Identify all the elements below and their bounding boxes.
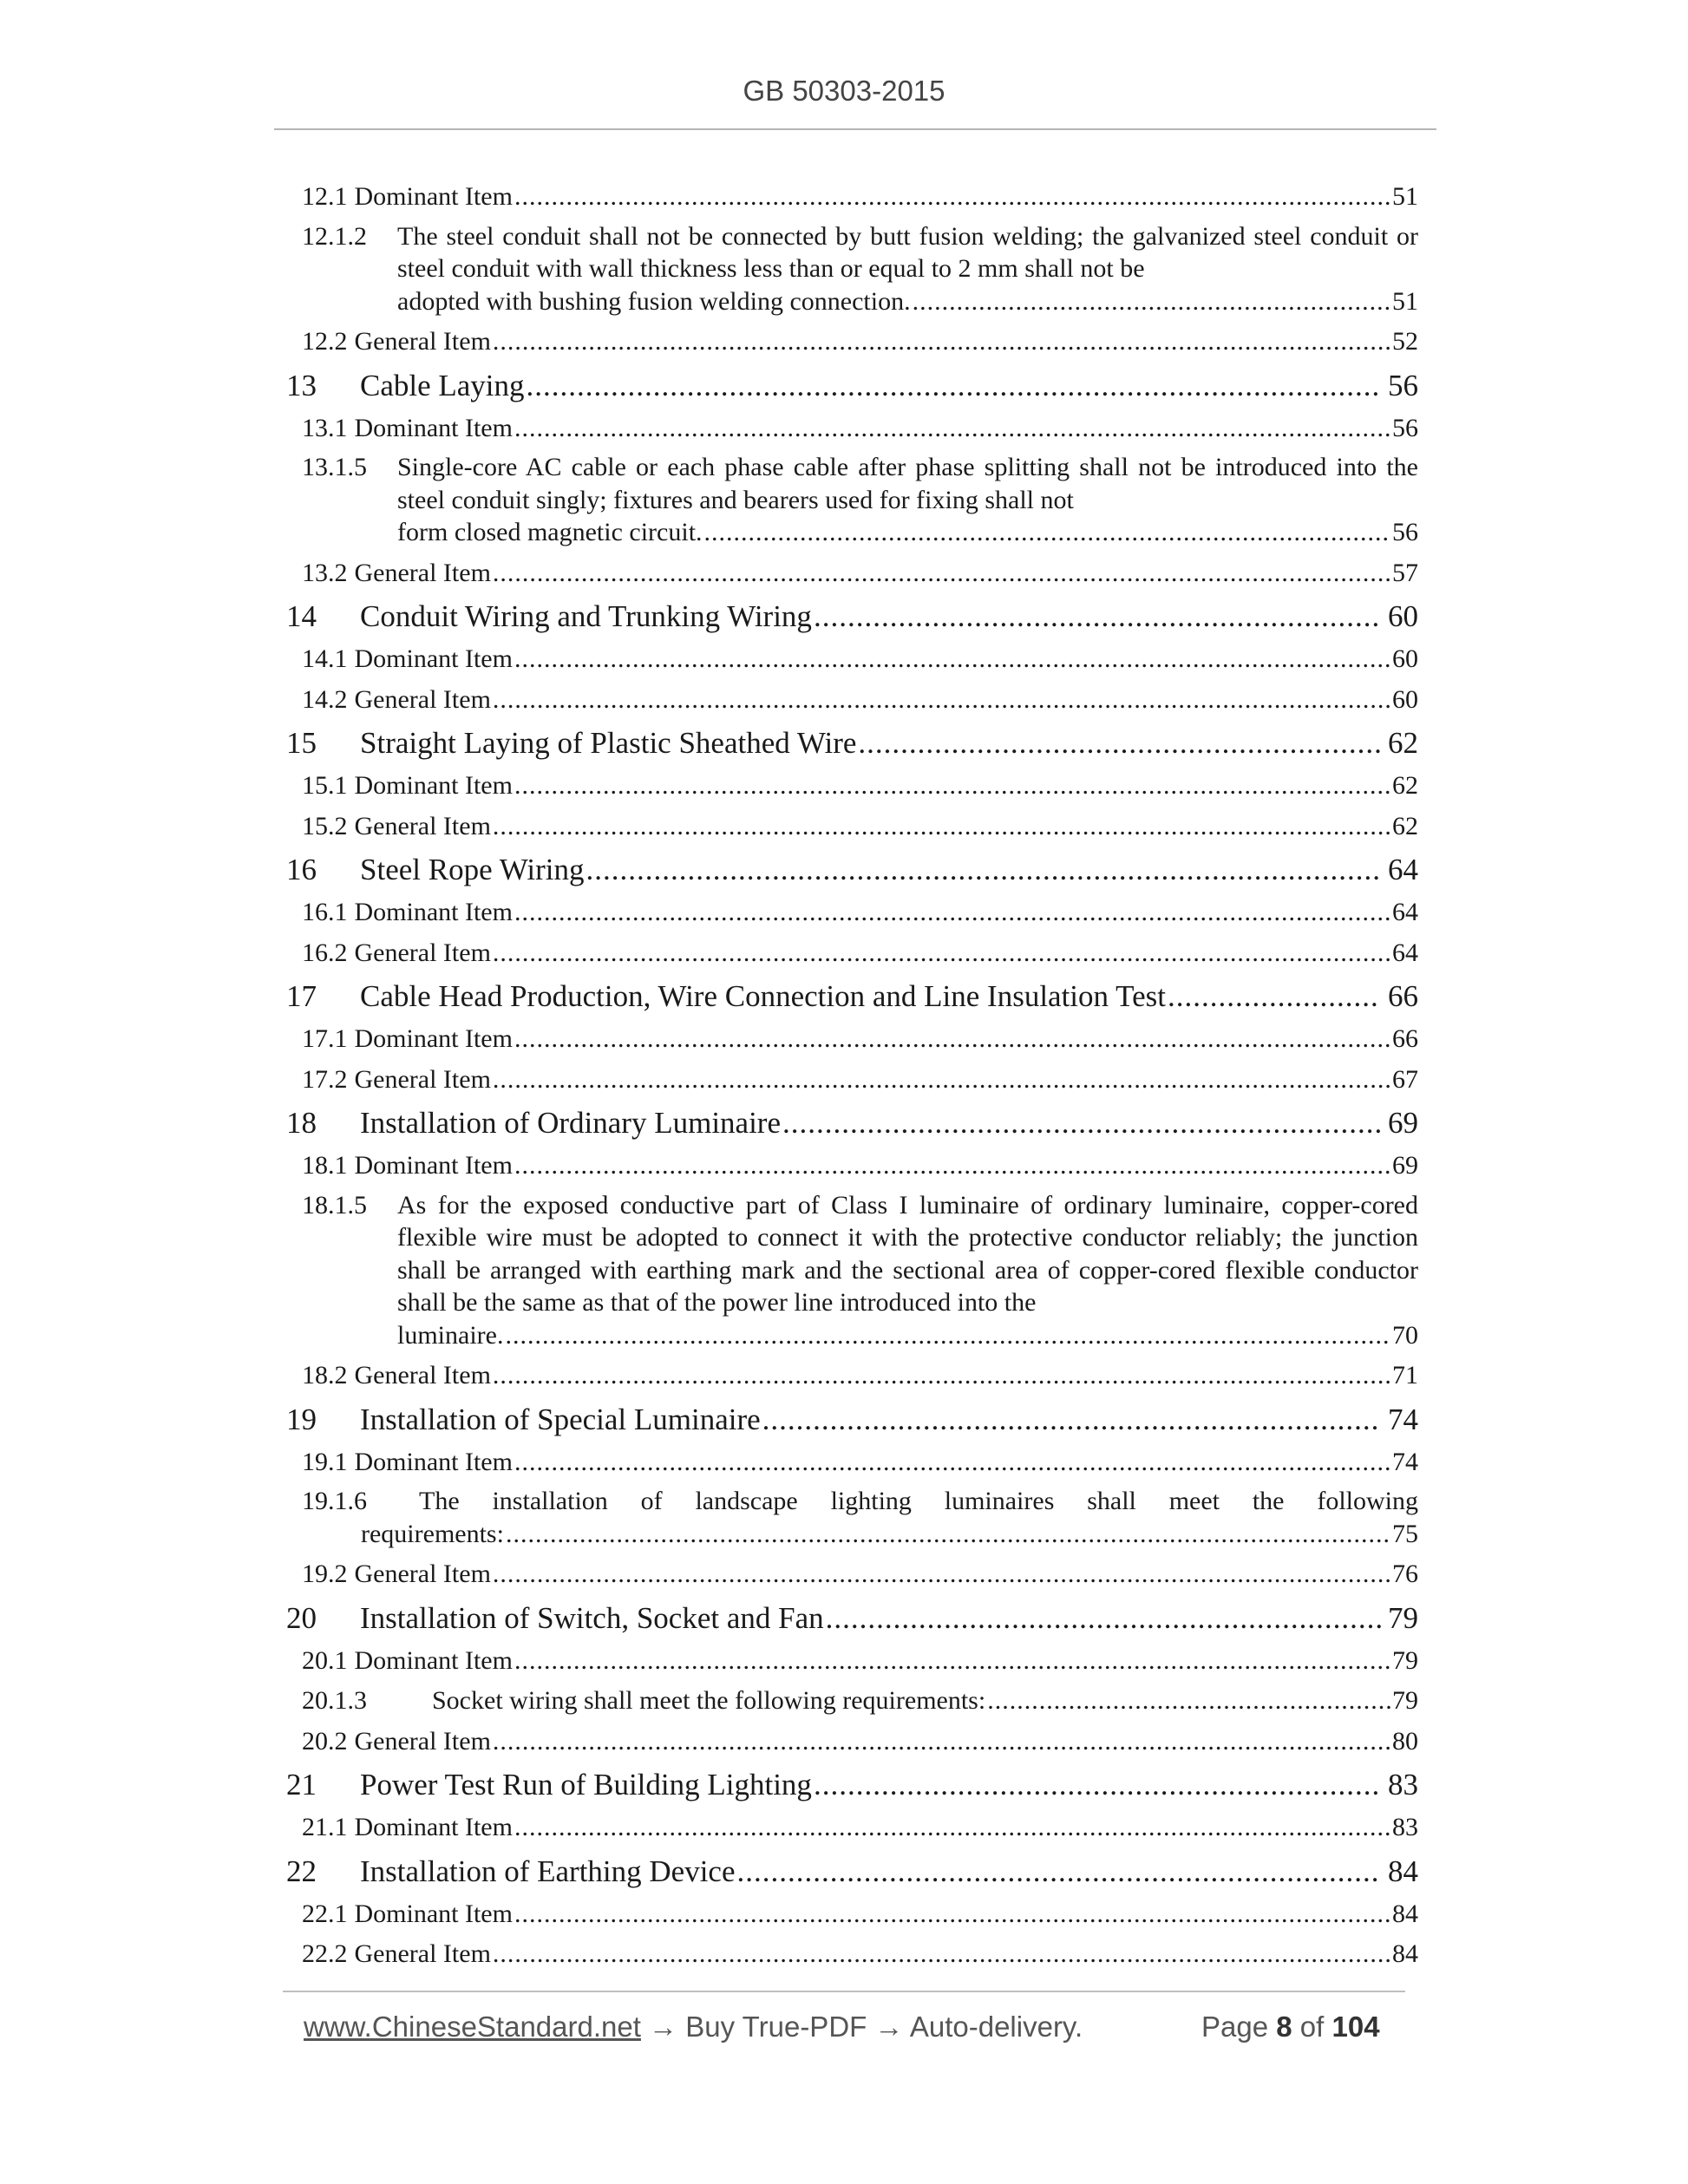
toc-entry[interactable] <box>286 1019 1418 1060</box>
toc-entry-title: General Item <box>354 1939 491 1968</box>
footer-buy-text: Buy True-PDF <box>685 2011 867 2043</box>
toc-entry-number: 22.1 <box>302 1899 348 1928</box>
toc-entry-title: Single-core AC cable or each phase cable after phase splitting shall not be introduced into the steel conduit singly; fixtures and bearers used for fixing shall not <box>397 453 1418 514</box>
toc-chapter-number: 17 <box>286 979 317 1013</box>
toc-entry-title: Dominant Item <box>354 1645 513 1675</box>
toc-entry[interactable] <box>286 1554 1418 1595</box>
toc-entry-page: 69 <box>1392 1151 1418 1180</box>
toc-dot-leader <box>505 1319 1390 1352</box>
toc-entry-title: General Item <box>354 938 491 967</box>
toc-entry-title: Dominant Item <box>354 413 513 442</box>
toc-chapter-number: 22 <box>286 1854 317 1888</box>
toc-chapter-number: 16 <box>286 853 317 886</box>
toc-chapter[interactable] <box>286 847 1418 893</box>
toc-dot-leader <box>514 893 1390 933</box>
toc-entry-number: 21.1 <box>302 1813 348 1841</box>
toc-entry-title: General Item <box>354 327 491 356</box>
toc-entry-page: 62 <box>1392 771 1418 800</box>
page-current: 8 <box>1276 2011 1292 2043</box>
toc-dot-leader <box>514 1808 1390 1848</box>
toc-entry-title: General Item <box>354 1560 491 1588</box>
toc-entry-number: 17.1 <box>302 1024 348 1053</box>
toc-dot-leader <box>762 1396 1381 1442</box>
toc-entry-number: 14.2 <box>302 684 348 714</box>
toc-entry-page: 57 <box>1392 558 1418 587</box>
toc-entry-clause[interactable] <box>286 218 1418 323</box>
toc-entry-title-end: adopted with bushing fusion welding connection. <box>397 286 911 316</box>
toc-chapter-number: 13 <box>286 368 317 402</box>
toc-entry-page: 71 <box>1392 1361 1418 1390</box>
toc-entry-clause[interactable] <box>286 1482 1418 1554</box>
toc-dot-leader <box>814 593 1381 639</box>
toc-chapter-page: 74 <box>1388 1402 1418 1436</box>
toc-dot-leader <box>493 807 1390 847</box>
toc-entry[interactable] <box>286 933 1418 974</box>
toc-chapter-title: Cable Laying <box>360 368 525 402</box>
toc-chapter-title: Installation of Earthing Device <box>360 1854 736 1888</box>
toc-dot-leader <box>493 1934 1390 1975</box>
toc-dot-leader <box>514 1146 1390 1187</box>
toc-chapter-title: Installation of Special Luminaire <box>360 1402 761 1436</box>
toc-dot-leader <box>1168 973 1381 1019</box>
toc-dot-leader <box>814 1762 1381 1808</box>
toc-dot-leader <box>493 933 1390 974</box>
toc-entry[interactable] <box>286 1934 1418 1975</box>
toc-entry-title: Dominant Item <box>354 1899 513 1928</box>
toc-chapter-title: Conduit Wiring and Trunking Wiring <box>360 599 812 633</box>
toc-entry-title: The steel conduit shall not be connected by butt fusion welding; the galvanized steel conduit or steel conduit with wall thickness less than or equal to 2 mm shall not be <box>397 221 1418 283</box>
toc-entry-title: General Item <box>354 684 491 714</box>
toc-entry[interactable] <box>286 1641 1418 1682</box>
toc-entry[interactable] <box>286 680 1418 721</box>
toc-entry-page: 84 <box>1392 1899 1418 1928</box>
toc-entry-title: Dominant Item <box>354 898 513 926</box>
table-of-contents <box>286 177 1418 1975</box>
toc-dot-leader <box>987 1681 1390 1722</box>
toc-chapter-title: Steel Rope Wiring <box>360 853 585 886</box>
toc-entry-number: 13.2 <box>302 558 348 587</box>
toc-chapter-number: 14 <box>286 599 317 633</box>
toc-chapter-page: 66 <box>1388 979 1418 1013</box>
toc-entry-page: 79 <box>1392 1645 1418 1675</box>
toc-entry-title: Dominant Item <box>354 1151 513 1180</box>
footer-delivery-text: Auto-delivery. <box>909 2011 1083 2043</box>
toc-dot-leader <box>493 1722 1390 1762</box>
toc-entry-number: 13.1.5 <box>302 453 367 481</box>
toc-chapter-page: 83 <box>1388 1768 1418 1801</box>
toc-chapter-page: 62 <box>1388 726 1418 760</box>
page-word: Page <box>1201 2011 1269 2043</box>
toc-entry-number: 12.1.2 <box>302 221 367 251</box>
toc-chapter[interactable] <box>286 1762 1418 1808</box>
toc-dot-leader <box>514 1019 1390 1060</box>
toc-dot-leader <box>514 1641 1390 1682</box>
toc-entry-number: 19.1 <box>302 1447 348 1476</box>
page-total: 104 <box>1331 2011 1380 2043</box>
toc-entry[interactable] <box>286 766 1418 807</box>
page-of-word: of <box>1299 2011 1325 2043</box>
toc-dot-leader <box>514 639 1390 680</box>
toc-chapter[interactable] <box>286 363 1418 409</box>
toc-entry[interactable] <box>286 553 1418 594</box>
toc-entry-title-end: luminaire. <box>397 1320 504 1350</box>
toc-entry-title: General Item <box>354 811 491 840</box>
toc-entry-title: General Item <box>354 1064 491 1094</box>
toc-entry-title-end: form closed magnetic circuit. <box>397 518 703 546</box>
toc-entry-number: 20.2 <box>302 1726 348 1756</box>
toc-dot-leader <box>704 516 1390 549</box>
page-indicator <box>1201 2011 1380 2043</box>
toc-entry[interactable] <box>286 1146 1418 1187</box>
toc-entry-number: 19.2 <box>302 1560 348 1588</box>
toc-chapter-page: 56 <box>1388 368 1418 402</box>
toc-dot-leader <box>527 363 1381 409</box>
toc-chapter-number: 21 <box>286 1768 317 1801</box>
toc-dot-leader <box>514 409 1390 449</box>
toc-entry-title: Dominant Item <box>354 182 513 211</box>
toc-chapter[interactable] <box>286 1848 1418 1894</box>
toc-entry-page: 70 <box>1392 1320 1418 1350</box>
toc-chapter-title: Cable Head Production, Wire Connection and Line Insulation Test <box>360 979 1166 1013</box>
toc-dot-leader <box>858 720 1381 766</box>
toc-chapter[interactable] <box>286 1396 1418 1442</box>
toc-entry[interactable] <box>286 322 1418 363</box>
toc-chapter-number: 18 <box>286 1106 317 1140</box>
toc-entry-number: 22.2 <box>302 1939 348 1968</box>
toc-entry-page: 64 <box>1392 938 1418 967</box>
toc-dot-leader <box>506 1518 1390 1551</box>
toc-entry-title-end: requirements: <box>361 1519 504 1548</box>
toc-entry-page: 60 <box>1392 644 1418 673</box>
toc-chapter-page: 79 <box>1388 1600 1418 1635</box>
toc-entry-number: 18.2 <box>302 1361 348 1390</box>
toc-entry-page: 83 <box>1392 1813 1418 1841</box>
toc-entry-number: 16.1 <box>302 898 348 926</box>
toc-chapter-page: 84 <box>1388 1854 1418 1888</box>
toc-entry-title: Dominant Item <box>354 1447 513 1476</box>
toc-entry-clause[interactable] <box>286 1187 1418 1357</box>
toc-entry[interactable] <box>286 893 1418 933</box>
toc-entry-title: Dominant Item <box>354 1813 513 1841</box>
toc-dot-leader <box>782 1100 1381 1146</box>
toc-entry-page: 56 <box>1392 518 1418 546</box>
toc-entry-title: General Item <box>354 558 491 587</box>
toc-dot-leader <box>826 1595 1381 1641</box>
toc-entry-number: 15.1 <box>302 771 348 800</box>
toc-entry[interactable] <box>286 1060 1418 1101</box>
toc-entry[interactable] <box>286 1808 1418 1848</box>
toc-entry[interactable] <box>286 1894 1418 1935</box>
toc-chapter-page: 64 <box>1388 853 1418 886</box>
toc-dot-leader <box>493 1554 1390 1595</box>
arrow-right-icon: → <box>874 2011 904 2043</box>
page-header-title: GB 50303-2015 <box>743 75 945 107</box>
toc-entry-page: 80 <box>1392 1726 1418 1756</box>
toc-entry-title: General Item <box>354 1361 491 1390</box>
toc-entry-number: 20.1.3 <box>302 1686 367 1715</box>
toc-entry-title: Socket wiring shall meet the following requirements: <box>432 1686 986 1715</box>
toc-chapter[interactable] <box>286 1100 1418 1146</box>
toc-entry-page: 79 <box>1392 1686 1418 1715</box>
toc-dot-leader <box>493 1060 1390 1101</box>
toc-dot-leader <box>514 1894 1390 1935</box>
toc-chapter-title: Installation of Switch, Socket and Fan <box>360 1600 824 1635</box>
toc-entry[interactable] <box>286 1356 1418 1396</box>
toc-entry-number: 14.1 <box>302 644 348 673</box>
toc-dot-leader <box>493 553 1390 594</box>
toc-entry-title: Dominant Item <box>354 771 513 800</box>
toc-entry-title: Dominant Item <box>354 644 513 673</box>
header-divider <box>274 128 1436 130</box>
toc-dot-leader <box>737 1848 1382 1894</box>
toc-dot-leader <box>514 1442 1390 1483</box>
toc-entry-number: 13.1 <box>302 413 348 442</box>
toc-entry-page: 67 <box>1392 1064 1418 1094</box>
toc-dot-leader <box>913 285 1390 318</box>
toc-dot-leader <box>493 1356 1390 1396</box>
toc-entry[interactable] <box>286 807 1418 847</box>
toc-entry-page: 84 <box>1392 1939 1418 1968</box>
toc-chapter-title: Straight Laying of Plastic Sheathed Wire <box>360 726 857 760</box>
arrow-right-icon: → <box>649 2011 678 2043</box>
toc-entry[interactable] <box>286 639 1418 680</box>
toc-chapter-number: 15 <box>286 726 317 760</box>
toc-entry-number: 17.2 <box>302 1064 348 1094</box>
toc-entry-page: 62 <box>1392 811 1418 840</box>
toc-entry[interactable] <box>286 409 1418 449</box>
toc-chapter[interactable] <box>286 1595 1418 1641</box>
toc-entry-page: 51 <box>1392 286 1418 316</box>
toc-chapter[interactable] <box>286 973 1418 1019</box>
toc-chapter[interactable] <box>286 593 1418 639</box>
footer-promo <box>304 2011 1083 2043</box>
toc-entry-number: 18.1.5 <box>302 1190 367 1220</box>
toc-entry-number: 16.2 <box>302 938 348 967</box>
toc-entry-number: 19.1.6 <box>302 1487 367 1515</box>
toc-chapter-number: 20 <box>286 1600 317 1635</box>
toc-entry-number: 12.2 <box>302 327 348 356</box>
toc-entry-page: 52 <box>1392 327 1418 356</box>
toc-entry-page: 76 <box>1392 1560 1418 1588</box>
toc-entry-number: 12.1 <box>302 182 348 211</box>
toc-entry-page: 56 <box>1392 413 1418 442</box>
toc-entry-page: 51 <box>1392 182 1418 211</box>
footer-website-link[interactable]: www.ChineseStandard.net <box>304 2011 641 2043</box>
toc-entry-page: 66 <box>1392 1024 1418 1053</box>
toc-entry-title: The installation of landscape lighting luminaires shall meet the following <box>419 1487 1418 1515</box>
toc-entry-number: 18.1 <box>302 1151 348 1180</box>
toc-entry-page: 60 <box>1392 684 1418 714</box>
toc-entry-page: 74 <box>1392 1447 1418 1476</box>
toc-entry[interactable] <box>286 177 1418 218</box>
toc-entry-title: General Item <box>354 1726 491 1756</box>
toc-chapter[interactable] <box>286 720 1418 766</box>
toc-chapter-page: 69 <box>1388 1106 1418 1140</box>
toc-chapter-page: 60 <box>1388 599 1418 633</box>
toc-chapter-title: Installation of Ordinary Luminaire <box>360 1106 781 1140</box>
toc-entry-title: As for the exposed conductive part of Class I luminaire of ordinary luminaire, copper-cored flexible wire must be adopted to connect it with the protective conductor reliably; the junction shall be arranged with earthing mark and the sectional area of copper-cored flexible conductor shall be the same as that of the power line introduced into the <box>397 1190 1418 1317</box>
toc-entry[interactable] <box>286 1442 1418 1483</box>
toc-entry-number: 15.2 <box>302 811 348 840</box>
toc-entry[interactable] <box>286 1722 1418 1762</box>
toc-dot-leader <box>586 847 1381 893</box>
toc-entry-clause[interactable] <box>286 448 1418 553</box>
toc-chapter-title: Power Test Run of Building Lighting <box>360 1768 812 1801</box>
toc-entry-page: 64 <box>1392 898 1418 926</box>
toc-dot-leader <box>493 680 1390 721</box>
toc-entry-title: Dominant Item <box>354 1024 513 1053</box>
footer-divider <box>283 1991 1405 1992</box>
toc-chapter-number: 19 <box>286 1402 317 1436</box>
toc-dot-leader <box>514 766 1390 807</box>
toc-dot-leader <box>514 177 1390 218</box>
toc-entry[interactable] <box>286 1681 1418 1722</box>
toc-entry-number: 20.1 <box>302 1645 348 1675</box>
toc-entry-page: 75 <box>1392 1519 1418 1548</box>
toc-dot-leader <box>493 322 1390 363</box>
